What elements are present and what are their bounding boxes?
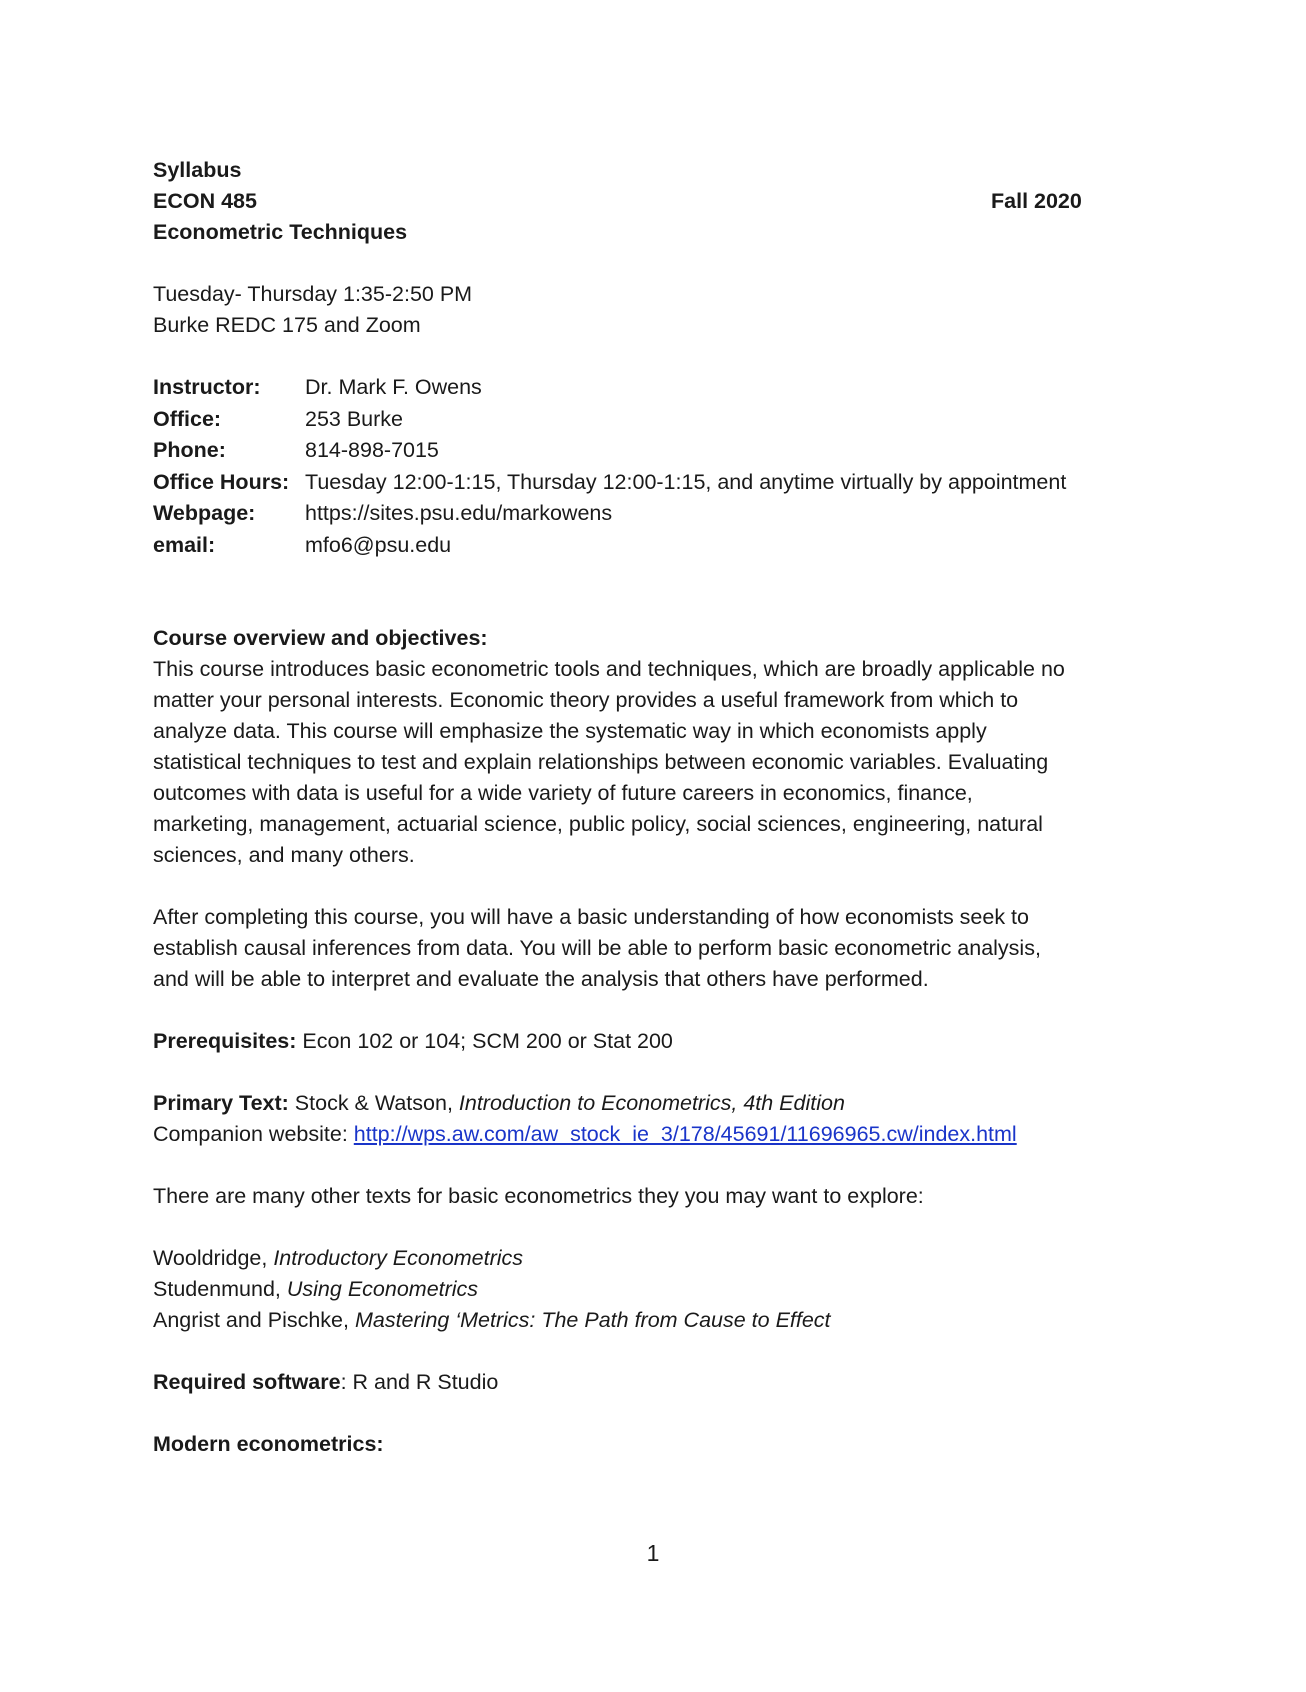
course-title: Econometric Techniques (153, 220, 408, 244)
contact-row-email (153, 530, 1153, 562)
paragraph-line: This course introduces basic econometric tools and techniques, which are broadly applicable no (153, 657, 1065, 681)
paragraph-line: sciences, and many others. (153, 843, 415, 867)
overview-paragraph-2 (153, 902, 1153, 995)
webpage-url: https://sites.psu.edu/markowens (305, 501, 613, 525)
paragraph-line: analyze data. This course will emphasize the systematic way in which economists apply (153, 719, 987, 743)
companion-website-label: Companion website: (153, 1122, 354, 1146)
course-code-row (153, 186, 1153, 217)
page-content (153, 155, 1153, 1460)
software-line (153, 1367, 1153, 1398)
semester-label: Fall 2020 (991, 189, 1082, 213)
primary-text-line (153, 1088, 1153, 1119)
book-author: Angrist and Pischke, (153, 1308, 355, 1332)
list-item (153, 1305, 1153, 1336)
contact-row-office (153, 404, 1153, 436)
email-address: mfo6@psu.edu (305, 532, 452, 557)
contact-label: Office: (153, 406, 222, 431)
doc-type-heading: Syllabus (153, 158, 242, 182)
software-label: Required software (153, 1370, 341, 1394)
schedule-location: Burke REDC 175 and Zoom (153, 313, 421, 337)
contact-value: Tuesday 12:00-1:15, Thursday 12:00-1:15, and anytime virtually by appointment (305, 469, 1067, 494)
paragraph-line: marketing, management, actuarial science, public policy, social sciences, engineering, natural (153, 812, 1043, 836)
paragraph-line: matter your personal interests. Economic theory provides a useful framework from which to (153, 688, 1019, 712)
overview-heading: Course overview and objectives: (153, 626, 488, 650)
other-texts-list (153, 1243, 1153, 1336)
schedule-days-time: Tuesday- Thursday 1:35-2:50 PM (153, 282, 473, 306)
modern-econometrics-heading: Modern econometrics: (153, 1432, 384, 1456)
paragraph-line: establish causal inferences from data. You will be able to perform basic econometric analysis, (153, 936, 1041, 960)
contact-label: email: (153, 532, 216, 557)
course-code: ECON 485 (153, 189, 257, 213)
book-author: Wooldridge, (153, 1246, 274, 1270)
paragraph-line: statistical techniques to test and explain relationships between economic variables. Evaluating (153, 750, 1049, 774)
book-title: Introductory Econometrics (273, 1246, 524, 1270)
other-texts-intro: There are many other texts for basic econometrics they you may want to explore: (153, 1184, 924, 1208)
page-number: 1 (646, 1540, 660, 1566)
contact-label: Webpage: (153, 501, 256, 525)
book-author: Studenmund, (153, 1277, 287, 1301)
primary-text-authors: Stock & Watson, (288, 1091, 459, 1115)
contact-label: Office Hours: (153, 469, 290, 494)
paragraph-line: After completing this course, you will have a basic understanding of how economists seek to (153, 905, 1029, 929)
prerequisites-label: Prerequisites: (153, 1029, 297, 1053)
software-value: : R and R Studio (340, 1370, 499, 1394)
primary-text-title: Introduction to Econometrics, 4th Edition (458, 1091, 845, 1115)
contact-row-office-hours (153, 467, 1153, 499)
prerequisites-value: Econ 102 or 104; SCM 200 or Stat 200 (296, 1029, 673, 1053)
contact-value: 814-898-7015 (305, 438, 439, 462)
contact-label: Phone: (153, 438, 226, 462)
primary-text-label: Primary Text: (153, 1091, 289, 1115)
contact-value: 253 Burke (305, 406, 404, 431)
list-item (153, 1274, 1153, 1305)
paragraph-line: outcomes with data is useful for a wide variety of future careers in economics, finance, (153, 781, 973, 805)
contact-row-phone (153, 435, 1153, 467)
contact-info-block (153, 372, 1153, 561)
book-title: Using Econometrics (286, 1277, 479, 1301)
paragraph-line: and will be able to interpret and evaluate the analysis that others have performed. (153, 967, 929, 991)
list-item (153, 1243, 1153, 1274)
companion-website-line (153, 1119, 1153, 1150)
contact-row-webpage (153, 498, 1153, 530)
contact-row-instructor (153, 372, 1153, 404)
book-title: Mastering ‘Metrics: The Path from Cause to Effect (354, 1308, 831, 1332)
companion-website-link[interactable]: http://wps.aw.com/aw_stock_ie_3/178/45691/11696965.cw/index.html (353, 1122, 1017, 1146)
overview-paragraph-1 (153, 654, 1153, 871)
contact-label: Instructor: (153, 375, 261, 399)
prerequisites-line (153, 1026, 1153, 1057)
contact-value: Dr. Mark F. Owens (305, 375, 482, 399)
